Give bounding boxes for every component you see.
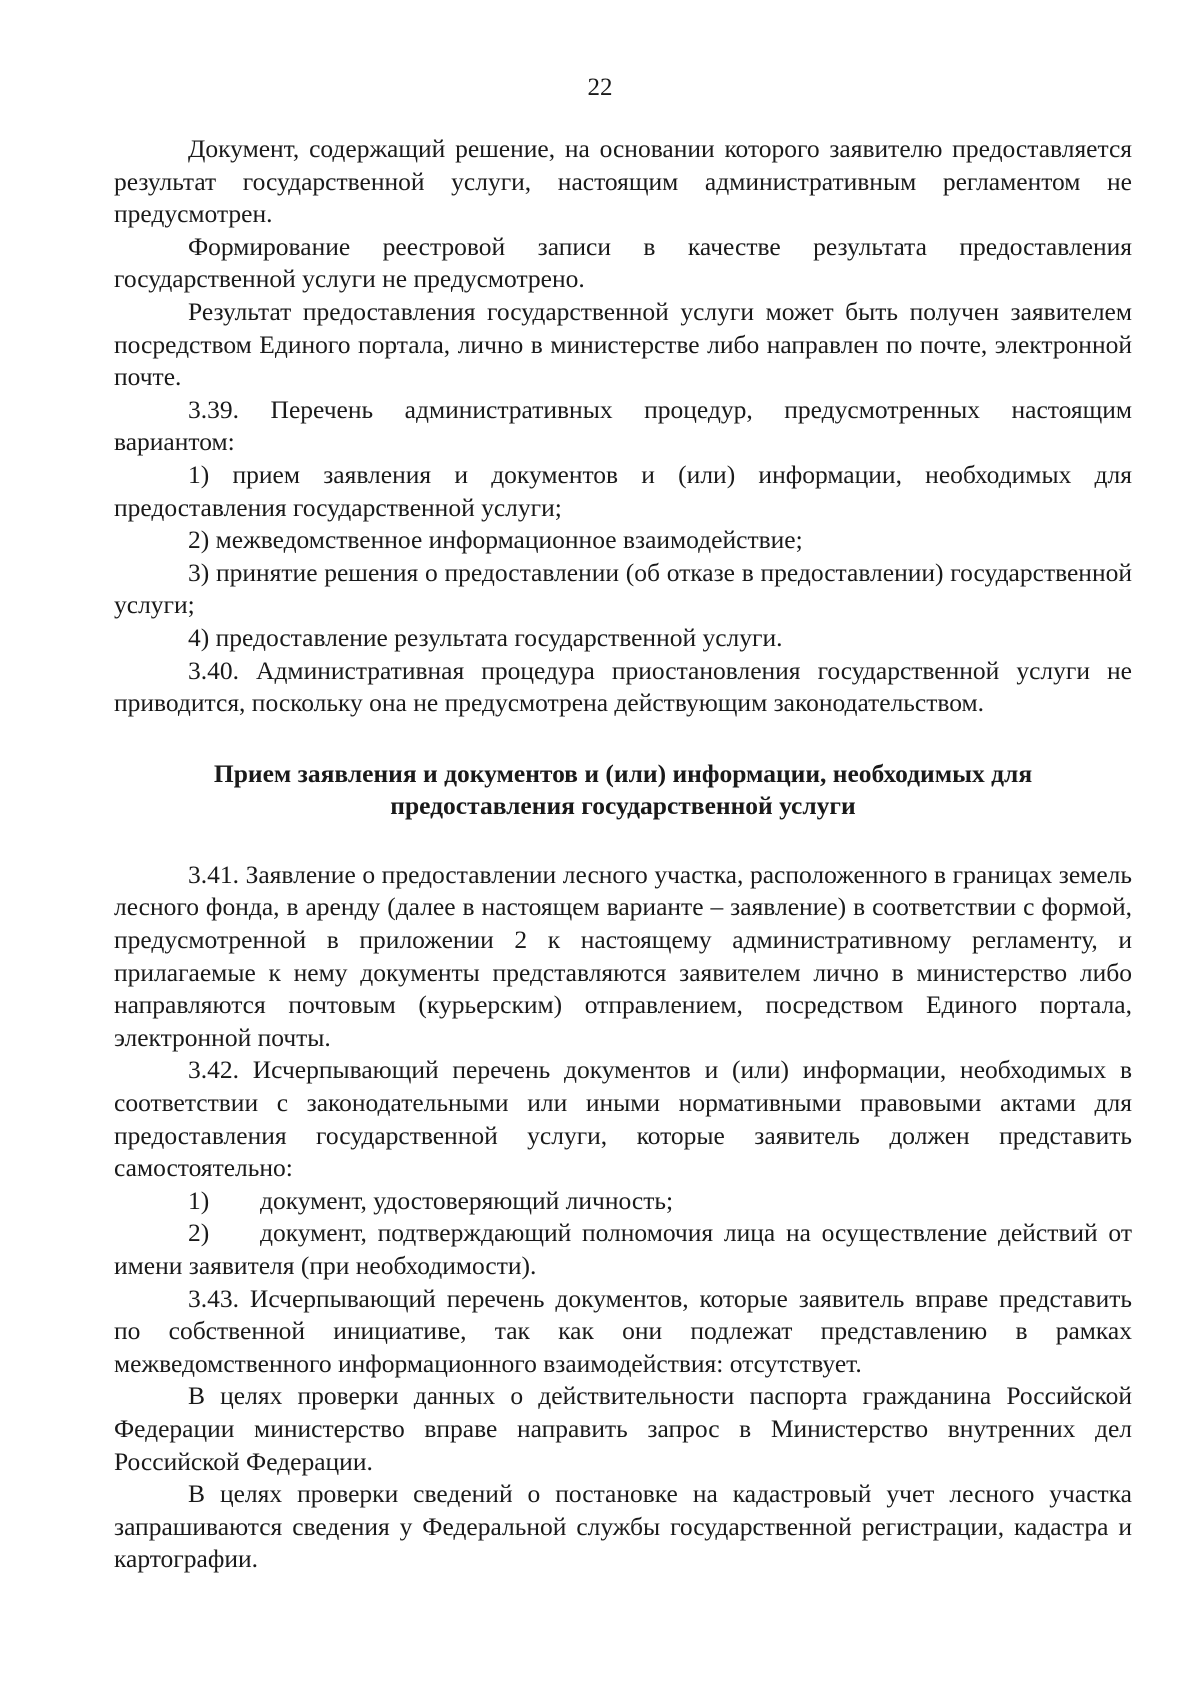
- list-item-number: 1): [188, 1185, 210, 1215]
- procedure-item: 3) принятие решения о предоставлении (об отказе в предоставлении) государственной услуги;: [114, 557, 1132, 620]
- paragraph: Документ, содержащий решение, на основании которого заявителю предоставляется результат государственной услуги, настоящим административным регламентом не предусмотрен.: [114, 134, 1132, 229]
- section-heading-line: предоставления государственной услуги: [390, 791, 856, 821]
- paragraph: В целях проверки сведений о постановке на кадастровый учет лесного участка запрашиваются сведения у Федеральной службы государственной регистрации, кадастра и картографии.: [114, 1479, 1132, 1574]
- list-item-text: документ, подтверждающий полномочия лица на осуществление действий от имени заявителя (при необходимости).: [114, 1218, 1132, 1280]
- section-heading: [114, 758, 1132, 823]
- paragraph: Формирование реестровой записи в качестве результата предоставления государственной услуги не предусмотрено.: [114, 231, 1132, 294]
- list-item-number: 2): [188, 1218, 210, 1248]
- list-item-text: документ, удостоверяющий личность;: [260, 1185, 674, 1215]
- paragraph-3-42: 3.42. Исчерпывающий перечень документов и (или) информации, необходимых в соответствии с законодательными или иными нормативными правовыми актами для предоставления государственной услуги, которые заявитель должен представить самостоятельно:: [114, 1055, 1132, 1183]
- list-item: [114, 1217, 1132, 1282]
- paragraph-3-43: 3.43. Исчерпывающий перечень документов, которые заявитель вправе представить по собственной инициативе, так как они подлежат представлению в рамках межведомственного информационного взаимодействия: отсутствует.: [114, 1283, 1132, 1378]
- paragraph: Результат предоставления государственной услуги может быть получен заявителем посредством Единого портала, лично в министерстве либо направлен по почте, электронной почте.: [114, 296, 1132, 392]
- document-body: [114, 133, 1132, 1576]
- paragraph: В целях проверки данных о действительности паспорта гражданина Российской Федерации министерство вправе направить запрос в Министерство внутренних дел Российской Федерации.: [114, 1381, 1132, 1476]
- paragraph-3-41: 3.41. Заявление о предоставлении лесного участка, расположенного в границах земель лесного фонда, в аренду (далее в настоящем варианте – заявление) в соответствии с формой, предусмотренной в приложении 2 к настоящему административному регламенту, и прилагаемые к нему документы представляются заявителем лично в министерство либо направляются почтовым (курьерским) отправлением, посредством Единого портала, электронной почты.: [114, 859, 1132, 1052]
- procedure-item: 2) межведомственное информационное взаимодействие;: [188, 525, 803, 555]
- procedure-item: 4) предоставление результата государственной услуги.: [188, 622, 783, 652]
- list-item: [114, 1185, 1132, 1218]
- section-heading-line: Прием заявления и документов и (или) информации, необходимых для: [213, 758, 1033, 788]
- page-number: 22: [587, 74, 613, 101]
- paragraph-3-39: 3.39. Перечень административных процедур, предусмотренных настоящим вариантом:: [114, 394, 1132, 457]
- procedure-item: 1) прием заявления и документов и (или) информации, необходимых для предоставления государственной услуги;: [114, 459, 1132, 522]
- paragraph-3-40: 3.40. Административная процедура приостановления государственной услуги не приводится, поскольку она не предусмотрена действующим законодательством.: [114, 655, 1132, 718]
